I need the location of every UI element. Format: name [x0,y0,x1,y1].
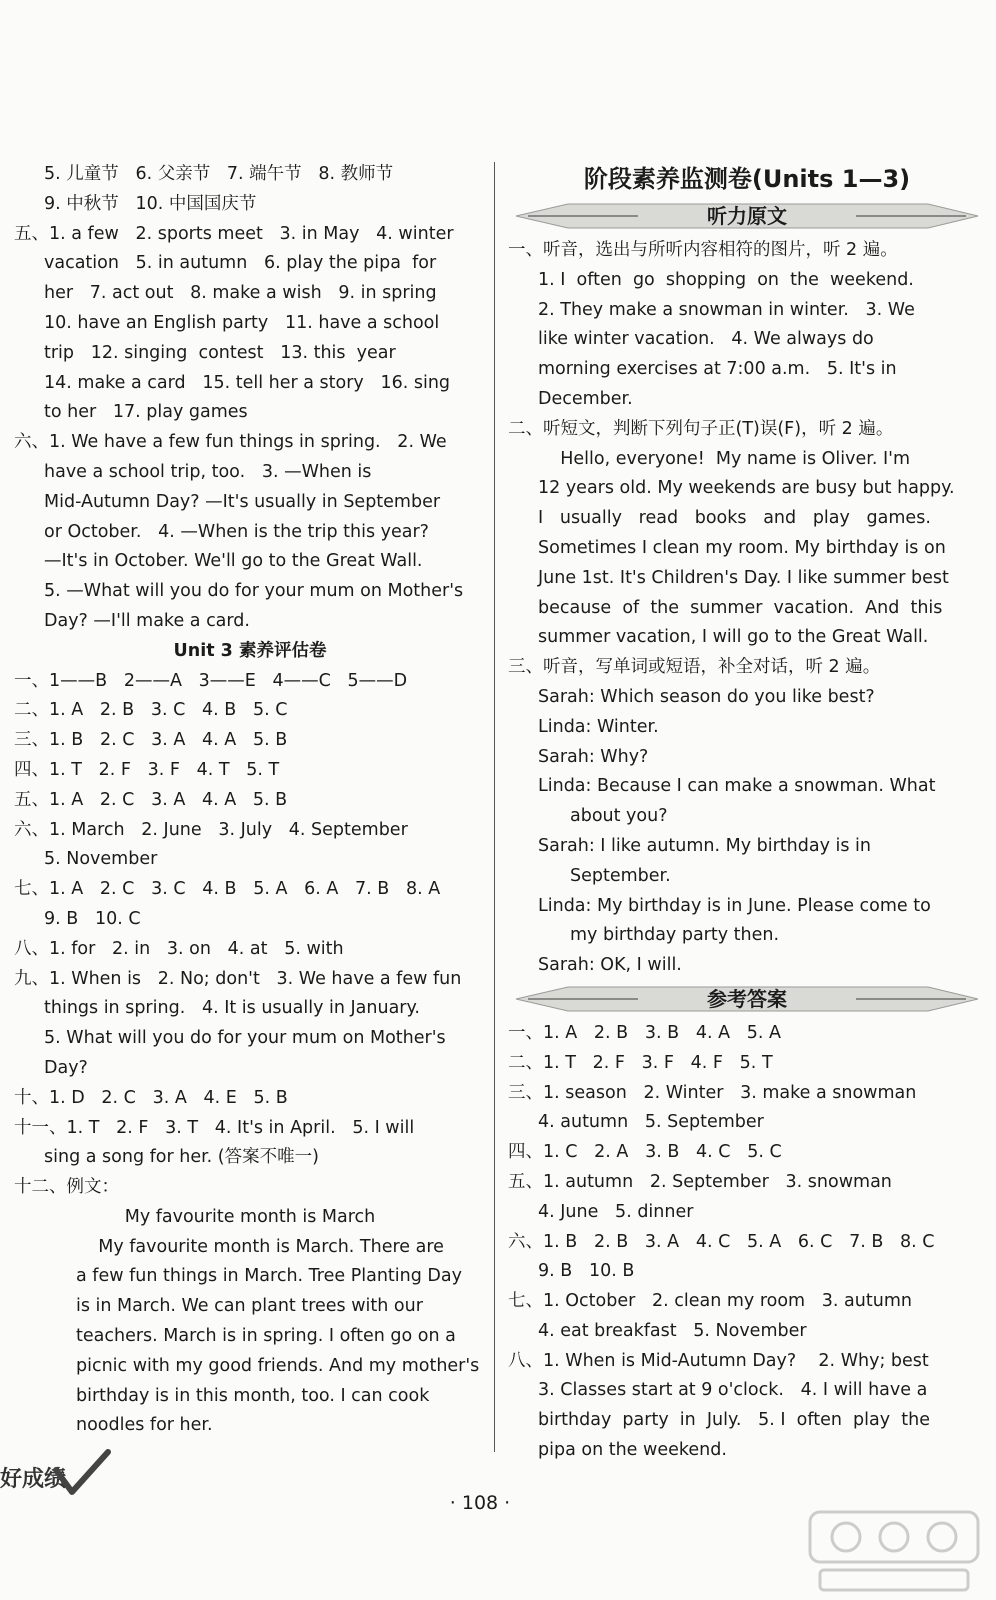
text-line: because of the summer vacation. And this [538,597,943,618]
answer-key [508,1019,986,1466]
text-line: Day? [44,1057,88,1078]
banner-listening-script [508,200,986,232]
text-line: 2. They make a snowman in winter. 3. We [538,299,915,320]
text-line: —It's in October. We'll go to the Great Wall. [44,551,423,572]
text-line: picnic with my good friends. And my mother's [76,1355,480,1376]
text-line: sing a song for her. (答案不唯一) [44,1147,319,1168]
watermark-logo [806,1508,982,1598]
text-line: 三、听音，写单词或短语，补全对话，听 2 遍。 [508,657,881,678]
text-line: 七、1. A 2. C 3. C 4. B 5. A 6. A 7. B 8. A [14,879,441,900]
text-line: I usually read books and play games. [538,508,931,529]
banner-answer-key [508,983,986,1015]
text-line: 三、1. B 2. C 3. A 4. A 5. B [14,730,288,751]
text-line: 5. What will you do for your mum on Mother's [44,1028,446,1049]
text-line: 4. eat breakfast 5. November [538,1320,807,1341]
banner-label: 听力原文 [707,204,787,228]
text-line: 六、1. B 2. B 3. A 4. C 5. A 6. C 7. B 8. C [508,1231,935,1252]
text-line: 十、1. D 2. C 3. A 4. E 5. B [14,1087,288,1108]
text-line: 10. have an English party 11. have a school [44,312,440,333]
text-line: 9. 中秋节 10. 中国国庆节 [44,193,257,214]
right-column [508,160,986,1466]
text-line: 五、1. autumn 2. September 3. snowman [508,1171,892,1192]
text-line: 三、1. season 2. Winter 3. make a snowman [508,1082,917,1103]
text-line: teachers. March is in spring. I often go on a [76,1326,456,1347]
text-line: My favourite month is March. There are [76,1236,444,1257]
listening-script [508,236,986,981]
text-line: about you? [570,806,668,827]
text-line: 十二、例文： [14,1177,119,1198]
text-line: 4. June 5. dinner [538,1201,694,1222]
left-column [14,160,486,1441]
column-divider [494,162,495,1452]
text-line: Hello, everyone! My name is Oliver. I'm [538,448,910,469]
text-line: 六、1. March 2. June 3. July 4. September [14,819,408,840]
text-line: 一、1——B 2——A 3——E 4——C 5——D [14,670,408,691]
text-line: pipa on the weekend. [538,1440,727,1461]
text-line: noodles for her. [76,1415,213,1436]
text-line: my birthday party then. [570,925,780,946]
text-line: 七、1. October 2. clean my room 3. autumn [508,1291,912,1312]
text-line: 9. B 10. C [44,908,141,929]
text-line: birthday party in July. 5. I often play the [538,1410,930,1431]
text-line: Sarah: I like autumn. My birthday is in [538,835,872,856]
text-line: Linda: My birthday is in June. Please come to [538,895,931,916]
text-line: 五、1. a few 2. sports meet 3. in May 4. winter [14,223,454,244]
text-line: Mid-Autumn Day? —It's usually in September [44,491,441,512]
text-line: 八、1. for 2. in 3. on 4. at 5. with [14,938,344,959]
text-line: 一、听音，选出与所听内容相符的图片，听 2 遍。 [508,240,898,260]
text-line: 二、1. A 2. B 3. C 4. B 5. C [14,700,288,721]
text-line: Sarah: Which season do you like best? [538,686,875,707]
text-line: birthday is in this month, too. I can cook [76,1385,430,1406]
text-line: June 1st. It's Children's Day. I like summer best [538,567,949,588]
text-line: Unit 3 素养评估卷 [173,640,327,661]
text-line: is in March. We can plant trees with our [76,1296,423,1317]
text-line: 六、1. We have a few fun things in spring. 2. We [14,432,447,453]
text-line: 四、1. C 2. A 3. B 4. C 5. C [508,1142,782,1163]
text-line: 3. Classes start at 9 o'clock. 4. I will have a [538,1380,928,1401]
checkmark-icon [52,1448,112,1498]
text-line: vacation 5. in autumn 6. play the pipa for [44,253,437,274]
text-line: to her 17. play games [44,402,248,423]
text-line: 5. November [44,849,158,870]
text-line: morning exercises at 7:00 a.m. 5. It's in [538,359,897,380]
text-line: December. [538,388,633,409]
text-line: 十一、1. T 2. F 3. T 4. It's in April. 5. I will [14,1117,415,1138]
text-line: Sarah: Why? [538,746,649,767]
text-line: 四、1. T 2. F 3. F 4. T 5. T [14,759,280,780]
text-line: things in spring. 4. It is usually in January. [44,998,420,1019]
text-line: like winter vacation. 4. We always do [538,329,874,350]
section-title: 阶段素养监测卷(Units 1—3) [583,165,911,193]
text-line: or October. 4. —When is the trip this year? [44,521,429,542]
text-line: Day? —I'll make a card. [44,610,250,631]
text-line: Sometimes I clean my room. My birthday is on [538,537,946,558]
text-line: a few fun things in March. Tree Planting Day [76,1266,462,1287]
text-line: 八、1. When is Mid-Autumn Day? 2. Why; best [508,1350,929,1371]
text-line: have a school trip, too. 3. —When is [44,461,372,482]
text-line: Linda: Because I can make a snowman. What [538,776,936,797]
text-line: trip 12. singing contest 13. this year [44,342,396,363]
text-line: 五、1. A 2. C 3. A 4. A 5. B [14,789,288,810]
text-line: her 7. act out 8. make a wish 9. in spring [44,283,437,304]
text-line: 二、1. T 2. F 3. F 4. F 5. T [508,1052,773,1073]
text-line: 九、1. When is 2. No; don't 3. We have a few fun [14,968,462,989]
text-line: Linda: Winter. [538,716,659,737]
text-line: 12 years old. My weekends are busy but happy. [538,478,955,499]
text-line: 9. B 10. B [538,1261,635,1282]
text-line: summer vacation, I will go to the Great Wall. [538,627,929,648]
text-line: 5. 儿童节 6. 父亲节 7. 端午节 8. 教师节 [44,164,394,184]
page-number: · 108 · [449,1492,511,1514]
text-line: Sarah: OK, I will. [538,955,682,976]
banner-label: 参考答案 [707,986,787,1011]
text-line: September. [570,865,671,886]
text-line: 一、1. A 2. B 3. B 4. A 5. A [508,1022,781,1043]
text-line: 1. I often go shopping on the weekend. [538,269,914,290]
text-line: 4. autumn 5. September [538,1112,764,1133]
text-line: 二、听短文，判断下列句子正(T)误(F)，听 2 遍。 [508,418,894,439]
footer-logo: 好成绩 [0,1467,67,1492]
text-line: 5. —What will you do for your mum on Mother's [44,581,464,602]
text-line: My favourite month is March [124,1206,376,1227]
text-line: 14. make a card 15. tell her a story 16. sing [44,372,451,393]
